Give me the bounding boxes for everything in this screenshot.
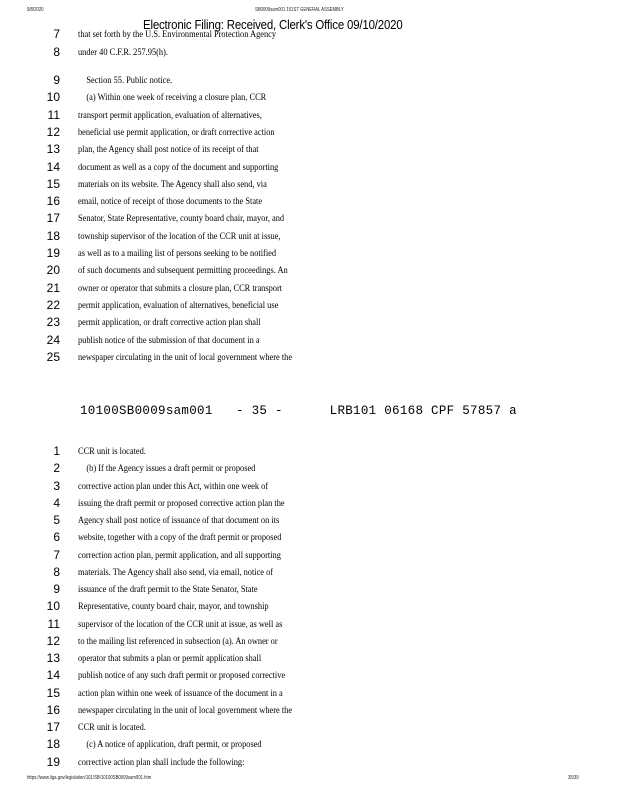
line-number: 6 bbox=[53, 530, 60, 545]
text-line: CCR unit is located. bbox=[78, 446, 146, 456]
text-line: Section 55. Public notice. bbox=[78, 75, 173, 85]
line-number: 16 bbox=[46, 194, 60, 209]
browser-url[interactable]: https://www.ilga.gov/legislation/101/SB/10100SB0009sam001.htm bbox=[27, 775, 152, 781]
text-line: email, notice of receipt of those documents to the State bbox=[78, 196, 263, 207]
text-line: (a) Within one week of receiving a closure plan, CCR bbox=[78, 92, 267, 103]
text-line: operator that submits a plan or permit application shall bbox=[78, 653, 262, 663]
line-number: 13 bbox=[46, 651, 60, 665]
browser-page-count: 35/39 bbox=[568, 775, 579, 781]
line-number: 12 bbox=[46, 633, 60, 648]
line-number: 15 bbox=[46, 685, 60, 700]
filing-stamp: Electronic Filing: Received, Clerk's Office 09/10/2020 bbox=[143, 17, 403, 32]
line-number: 22 bbox=[46, 297, 60, 312]
line-number: 14 bbox=[46, 159, 60, 174]
line-number: 7 bbox=[53, 547, 60, 562]
line-number: 25 bbox=[46, 349, 60, 364]
text-line: that set forth by the U.S. Environmental Protection Agency bbox=[78, 29, 277, 39]
line-number: 9 bbox=[53, 582, 60, 596]
line-number: 11 bbox=[47, 616, 60, 631]
text-line: publish notice of the submission of that document in a bbox=[78, 334, 260, 345]
text-line: of such documents and subsequent permitting proceedings. An bbox=[78, 265, 288, 276]
text-line: corrective action plan under this Act, within one week of bbox=[78, 480, 269, 491]
text-line: owner or operator that submits a closure plan, CCR transport bbox=[78, 282, 283, 293]
browser-page-title: SB0009sam001 101ST GENERAL ASSEMBLY bbox=[255, 7, 344, 13]
line-number: 2 bbox=[53, 461, 60, 476]
line-number: 14 bbox=[46, 668, 60, 683]
browser-date: 9/8/2020 bbox=[27, 7, 44, 13]
text-line: permit application, or draft corrective action plan shall bbox=[78, 317, 261, 328]
line-number: 8 bbox=[53, 564, 60, 579]
line-number: 5 bbox=[53, 513, 60, 527]
text-line: issuance of the draft permit to the State Senator, State bbox=[78, 584, 258, 594]
text-line: newspaper circulating in the unit of local government where the bbox=[78, 704, 293, 715]
text-line: supervisor of the location of the CCR unit at issue, as well as bbox=[78, 618, 283, 629]
text-line: materials. The Agency shall also send, via email, notice of bbox=[78, 566, 274, 577]
line-number: 19 bbox=[46, 754, 60, 769]
line-number: 15 bbox=[46, 176, 60, 191]
line-number: 10 bbox=[46, 599, 60, 614]
line-number: 18 bbox=[46, 228, 60, 243]
text-line: newspaper circulating in the unit of local government where the bbox=[78, 351, 293, 362]
line-number: 18 bbox=[46, 737, 60, 752]
text-line: document as well as a copy of the document and supporting bbox=[78, 161, 279, 172]
line-number: 11 bbox=[47, 107, 60, 122]
text-line: publish notice of any such draft permit or proposed corrective bbox=[78, 670, 286, 681]
text-line: CCR unit is located. bbox=[78, 722, 146, 732]
text-line: Representative, county board chair, mayor, and township bbox=[78, 601, 269, 612]
text-line: action plan within one week of issuance of the document in a bbox=[78, 687, 283, 698]
text-line: correction action plan, permit application, and all supporting bbox=[78, 549, 281, 560]
text-line: transport permit application, evaluation of alternatives, bbox=[78, 109, 262, 120]
text-line: as well as to a mailing list of persons seeking to be notified bbox=[78, 248, 277, 258]
text-line: township supervisor of the location of the CCR unit at issue, bbox=[78, 230, 281, 241]
text-line: corrective action plan shall include the following: bbox=[78, 756, 245, 767]
line-number: 8 bbox=[53, 45, 60, 59]
line-number: 9 bbox=[53, 73, 60, 87]
line-number: 3 bbox=[53, 478, 60, 493]
text-line: under 40 C.F.R. 257.95(h). bbox=[78, 47, 169, 57]
text-line: beneficial use permit application, or draft corrective action bbox=[78, 126, 275, 137]
text-line: (b) If the Agency issues a draft permit or proposed bbox=[78, 463, 256, 474]
line-number: 12 bbox=[46, 124, 60, 139]
text-line: (c) A notice of application, draft permit, or proposed bbox=[78, 739, 262, 750]
line-number: 7 bbox=[53, 27, 60, 41]
text-line: Senator, State Representative, county board chair, mayor, and bbox=[78, 213, 285, 224]
text-line: issuing the draft permit or proposed corrective action plan the bbox=[78, 497, 285, 508]
line-number: 24 bbox=[46, 332, 60, 347]
line-number: 23 bbox=[46, 315, 60, 330]
line-number: 17 bbox=[46, 720, 60, 734]
line-number: 20 bbox=[46, 263, 60, 278]
text-line: website, together with a copy of the draft permit or proposed bbox=[78, 532, 282, 543]
text-line: materials on its website. The Agency shall also send, via bbox=[78, 178, 267, 189]
text-line: plan, the Agency shall post notice of its receipt of that bbox=[78, 144, 259, 155]
line-number: 4 bbox=[53, 495, 60, 510]
line-number: 16 bbox=[46, 702, 60, 717]
line-number: 19 bbox=[46, 246, 60, 260]
line-number: 21 bbox=[46, 280, 60, 295]
line-number: 1 bbox=[53, 444, 60, 458]
text-line: Agency shall post notice of issuance of that document on its bbox=[78, 515, 280, 525]
text-line: to the mailing list referenced in subsection (a). An owner or bbox=[78, 635, 278, 646]
line-number: 13 bbox=[46, 142, 60, 157]
line-number: 17 bbox=[46, 211, 60, 226]
text-line: permit application, evaluation of alternatives, beneficial use bbox=[78, 299, 279, 310]
line-number: 10 bbox=[46, 90, 60, 105]
bill-page-header: 10100SB0009sam001 - 35 - LRB101 06168 CPF 57857 a bbox=[80, 404, 517, 418]
